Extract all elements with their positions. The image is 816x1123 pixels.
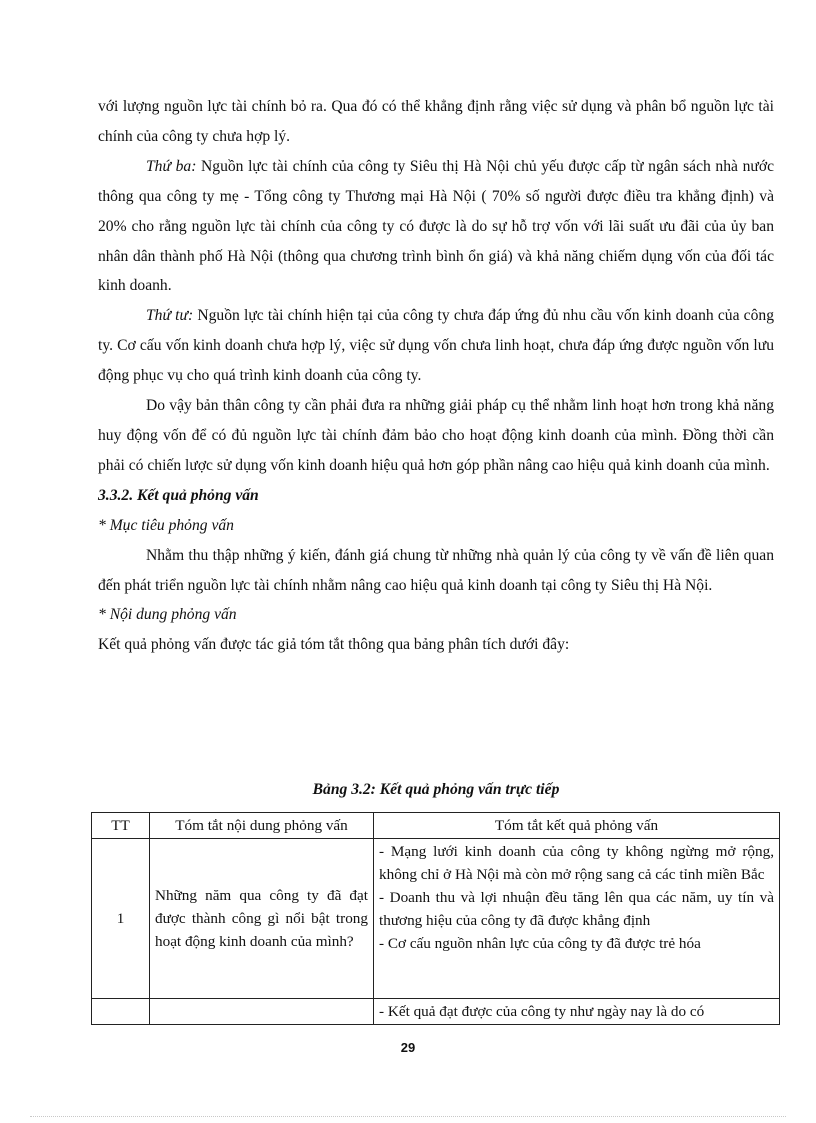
paragraph-text-thu-tu: Nguồn lực tài chính hiện tại của công ty chưa đáp ứng đủ nhu cầu vốn kinh doanh của công ty. Cơ cấu vốn kinh doanh chưa hợp lý, việc sử dụng vốn chưa linh hoạt, chưa đáp ứng được nguồn vốn lưu động phục vụ cho quá trình kinh doanh của công ty. bbox=[98, 307, 774, 385]
row-question bbox=[150, 999, 374, 1025]
table-row bbox=[92, 999, 780, 1025]
row-question: Những năm qua công ty đã đạt được thành công gì nổi bật trong hoạt động kinh doanh của mình? bbox=[150, 839, 374, 999]
objective-text: Nhằm thu thập những ý kiến, đánh giá chung từ những nhà quản lý của công ty về vấn đề liên quan đến phát triển nguồn lực tài chính nhằm nâng cao hiệu quả kinh doanh tại công ty Siêu thị Hà Nội. bbox=[98, 546, 774, 594]
row-answer: - Kết quả đạt được của công ty như ngày nay là do có bbox=[374, 999, 780, 1025]
paragraph-thu-ba bbox=[98, 152, 774, 302]
paragraph-continuation: với lượng nguồn lực tài chính bỏ ra. Qua đó có thể khẳng định rằng việc sử dụng và phân bổ nguồn lực tài chính của công ty chưa hợp lý. bbox=[98, 98, 774, 145]
row-answer bbox=[374, 839, 780, 999]
body-text bbox=[98, 92, 774, 660]
paragraph-conclusion: Do vậy bản thân công ty cần phải đưa ra những giải pháp cụ thể nhằm linh hoạt hơn trong khả năng huy động vốn để có đủ nguồn lực tài chính đảm bảo cho hoạt động kinh doanh của mình. Đồng thời cần phải có chiến lược sử dụng vốn kinh doanh hiệu quả hơn góp phần nâng cao hiệu quả kinh doanh của mình. bbox=[98, 397, 774, 474]
section-heading: 3.3.2. Kết quả phỏng vấn bbox=[98, 486, 259, 504]
table-caption: Bảng 3.2: Kết quả phỏng vấn trực tiếp bbox=[312, 781, 560, 798]
row-tt bbox=[92, 999, 150, 1025]
answer-line: - Mạng lưới kinh doanh của công ty không ngừng mở rộng, không chỉ ở Hà Nội mà còn mở rộng sang cả các tỉnh miền Bắc bbox=[379, 843, 774, 883]
table-row bbox=[92, 839, 780, 999]
header-answer: Tóm tắt kết quả phỏng vấn bbox=[374, 813, 780, 839]
objective-label: * Mục tiêu phỏng vấn bbox=[98, 516, 234, 534]
answer-line: - Doanh thu và lợi nhuận đều tăng lên qua các năm, uy tín và thương hiệu của công ty đã được khẳng định bbox=[379, 889, 774, 929]
page-number: 29 bbox=[400, 1040, 416, 1055]
paragraph-text-thu-ba: Nguồn lực tài chính của công ty Siêu thị Hà Nội chủ yếu được cấp từ ngân sách nhà nước thông qua công ty mẹ - Tổng công ty Thương mại Hà Nội ( 70% số người được điều tra khẳng định) và 20% cho rằng nguồn lực tài chính của công ty có được là do sự hỗ trợ vốn với lãi suất ưu đãi của ủy ban nhân dân thành phố Hà Nội (thông qua chương trình bình ổn giá) và khả năng chiếm dụng vốn của đối tác kinh doanh. bbox=[98, 157, 774, 295]
content-intro: Kết quả phỏng vấn được tác giả tóm tắt thông qua bảng phân tích dưới đây: bbox=[98, 636, 570, 654]
header-tt: TT bbox=[92, 813, 150, 839]
paragraph-lead-thu-tu: Thứ tư: bbox=[146, 307, 194, 325]
content-label: * Nội dung phỏng vấn bbox=[98, 606, 237, 624]
footer-divider bbox=[30, 1116, 786, 1117]
paragraph-lead-thu-ba: Thứ ba: bbox=[146, 157, 197, 175]
interview-table bbox=[91, 812, 780, 1025]
paragraph-thu-tu bbox=[98, 301, 774, 391]
answer-line: - Cơ cấu nguồn nhân lực của công ty đã được trẻ hóa bbox=[379, 935, 701, 952]
row-tt: 1 bbox=[92, 839, 150, 999]
header-question: Tóm tắt nội dung phỏng vấn bbox=[150, 813, 374, 839]
table-header-row bbox=[92, 813, 780, 839]
